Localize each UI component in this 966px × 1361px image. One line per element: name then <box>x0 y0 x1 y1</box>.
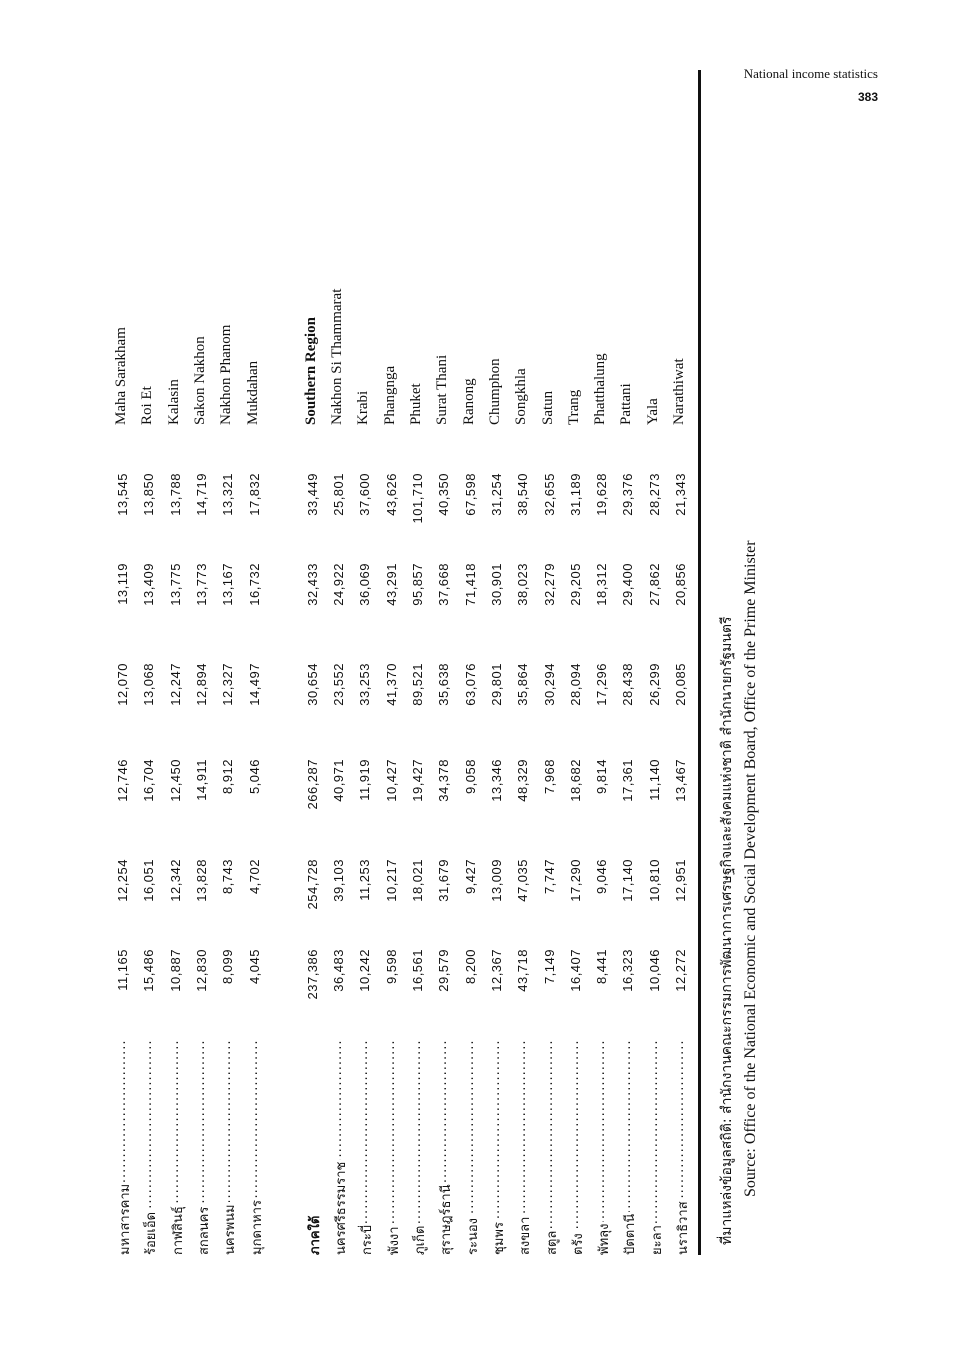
value-cell: 13,009 <box>488 859 504 902</box>
value-cell: 12,894 <box>193 663 209 706</box>
value-cell: 13,773 <box>193 563 209 606</box>
value-cell: 29,376 <box>620 473 636 516</box>
value-cell: 18,682 <box>567 759 583 802</box>
value-cell: 10,046 <box>646 949 662 992</box>
value-cell: 5,046 <box>246 759 262 795</box>
value-cell: 38,540 <box>515 473 531 516</box>
value-cell: 12,830 <box>193 949 209 992</box>
province-english: Sakon Nakhon <box>191 336 208 425</box>
province-english: Southern Region <box>302 317 319 425</box>
value-cell: 35,864 <box>515 663 531 706</box>
table-row <box>138 70 162 1255</box>
province-thai-label: นราธิวาส <box>676 1201 691 1255</box>
province-english: Satun <box>539 390 556 425</box>
province-english: Kalasin <box>165 379 182 425</box>
table-row <box>644 70 668 1255</box>
value-cell: 30,901 <box>488 563 504 606</box>
value-cell: 29,400 <box>620 563 636 606</box>
province-english: Ranong <box>460 378 477 425</box>
value-cell: 29,801 <box>488 663 504 706</box>
value-cell: 7,149 <box>541 949 557 985</box>
table-row <box>591 70 615 1255</box>
value-cell: 12,254 <box>115 859 130 902</box>
province-thai-label: สตูล <box>544 1230 560 1255</box>
province-thai <box>140 1040 161 1255</box>
value-cell: 28,094 <box>567 663 583 706</box>
region-row <box>302 70 326 1255</box>
value-cell: 16,407 <box>567 949 583 992</box>
province-thai <box>246 1040 267 1255</box>
table-row <box>565 70 589 1255</box>
value-cell: 14,719 <box>193 473 209 516</box>
value-cell: 33,449 <box>304 473 320 516</box>
value-cell: 71,418 <box>462 563 478 606</box>
table-row <box>670 70 694 1255</box>
province-thai-label: กระบี่ <box>360 1224 376 1255</box>
value-cell: 43,718 <box>515 949 531 992</box>
value-cell: 16,051 <box>141 859 157 902</box>
province-thai-label: สกลนคร <box>196 1206 212 1255</box>
province-thai-label: มุกดาหาร <box>249 1199 265 1255</box>
value-cell: 30,654 <box>304 663 320 706</box>
value-cell: 9,598 <box>383 949 399 985</box>
value-cell: 47,035 <box>515 859 531 902</box>
value-cell: 14,497 <box>246 663 262 706</box>
province-english: Yala <box>644 398 661 425</box>
value-cell: 12,272 <box>673 949 688 992</box>
value-cell: 13,828 <box>193 859 209 902</box>
province-thai-label: มหาสารคาม <box>118 1183 133 1255</box>
province-thai <box>219 1040 240 1255</box>
value-cell: 31,189 <box>567 473 583 516</box>
value-cell: 9,046 <box>594 859 610 895</box>
table-row <box>617 70 641 1255</box>
province-thai-label: นครศรีธรรมราช <box>334 1161 350 1255</box>
value-cell: 17,361 <box>620 759 636 802</box>
value-cell: 14,911 <box>193 759 209 801</box>
province-thai <box>646 1040 667 1255</box>
value-cell: 29,205 <box>567 563 583 606</box>
province-thai-label: ภูเก็ต <box>413 1225 428 1255</box>
value-cell: 17,140 <box>620 859 636 902</box>
value-cell: 10,217 <box>383 859 399 902</box>
value-cell: 11,253 <box>357 859 373 901</box>
value-cell: 237,386 <box>304 949 320 1000</box>
table-row <box>512 70 536 1255</box>
value-cell: 28,273 <box>646 473 662 516</box>
province-thai <box>409 1040 430 1255</box>
province-english: Mukdahan <box>244 360 261 425</box>
value-cell: 7,747 <box>541 859 557 895</box>
value-cell: 10,427 <box>383 759 399 802</box>
province-english: Nakhon Phanom <box>218 324 235 425</box>
value-cell: 95,857 <box>410 563 425 606</box>
rotated-income-table <box>90 70 759 1255</box>
province-thai-label: ยะลา <box>649 1225 665 1255</box>
table-row <box>433 70 457 1255</box>
value-cell: 13,850 <box>141 473 157 516</box>
value-cell: 12,951 <box>673 859 688 902</box>
province-thai-label: ตรัง <box>570 1233 586 1255</box>
province-thai <box>167 1040 188 1255</box>
province-thai-label: นครพนม <box>223 1204 239 1255</box>
value-cell: 8,099 <box>220 949 236 985</box>
source-note-english: Source: Office of the National Economic and Social Development Board, Office of the Prime Minister <box>742 540 759 1197</box>
province-english: Phatthalung <box>592 353 609 425</box>
value-cell: 32,279 <box>541 563 557 606</box>
value-cell: 34,378 <box>436 759 452 802</box>
value-cell: 8,743 <box>220 859 236 895</box>
value-cell: 23,552 <box>331 663 347 706</box>
province-english: Phuket <box>408 383 424 425</box>
value-cell: 8,912 <box>220 759 236 795</box>
source-note-thai: ที่มาแหล่งข้อมูลสถิติ: สำนักงานคณะกรรมการพัฒนาการเศรษฐกิจและสังคมแห่งชาติ สำนักนายกรัฐมนตรี <box>719 616 735 1245</box>
value-cell: 11,140 <box>646 759 662 801</box>
province-thai <box>514 1040 535 1255</box>
province-thai-label: ปัตตานี <box>623 1213 639 1255</box>
value-cell: 13,775 <box>167 563 183 606</box>
value-cell: 13,409 <box>141 563 157 606</box>
value-cell: 12,342 <box>167 859 183 902</box>
value-cell: 19,628 <box>594 473 610 516</box>
value-cell: 12,746 <box>115 759 130 802</box>
value-cell: 41,370 <box>383 663 399 706</box>
province-thai <box>356 1040 377 1255</box>
value-cell: 16,704 <box>141 759 157 802</box>
value-cell: 9,814 <box>594 759 610 795</box>
table-row <box>191 70 215 1255</box>
value-cell: 11,165 <box>115 949 130 991</box>
value-cell: 36,483 <box>331 949 347 992</box>
province-english: Chumphon <box>486 358 503 425</box>
table-row <box>328 70 352 1255</box>
province-english: Trang <box>565 389 582 425</box>
province-thai <box>672 1040 693 1255</box>
value-cell: 28,438 <box>620 663 636 706</box>
province-thai-label: ภาคใต้ <box>307 1215 323 1255</box>
value-cell: 16,323 <box>620 949 636 992</box>
value-cell: 19,427 <box>410 759 425 802</box>
province-english: Roi Et <box>139 386 156 425</box>
table-row <box>112 70 136 1255</box>
value-cell: 29,579 <box>436 949 452 992</box>
province-thai <box>567 1040 588 1255</box>
table-row <box>381 70 405 1255</box>
value-cell: 266,287 <box>304 759 320 810</box>
value-cell: 9,058 <box>462 759 478 795</box>
value-cell: 33,253 <box>357 663 373 706</box>
province-thai <box>541 1040 562 1255</box>
value-cell: 12,327 <box>220 663 236 706</box>
value-cell: 39,103 <box>331 859 347 902</box>
province-english: Songkhla <box>513 368 530 425</box>
value-cell: 32,433 <box>304 563 320 606</box>
value-cell: 20,085 <box>673 663 688 706</box>
value-cell: 35,638 <box>436 663 452 706</box>
value-cell: 27,862 <box>646 563 662 606</box>
value-cell: 16,561 <box>410 949 425 992</box>
province-thai-label: ชุมพร <box>491 1222 507 1255</box>
value-cell: 26,299 <box>646 663 662 706</box>
province-thai <box>488 1040 509 1255</box>
province-thai <box>462 1040 483 1255</box>
value-cell: 13,119 <box>115 563 130 605</box>
value-cell: 10,242 <box>357 949 373 992</box>
value-cell: 67,598 <box>462 473 478 516</box>
value-cell: 4,045 <box>246 949 262 985</box>
province-thai-label: กาฬสินธุ์ <box>170 1206 186 1255</box>
value-cell: 11,919 <box>357 759 373 801</box>
province-thai <box>383 1040 404 1255</box>
value-cell: 17,832 <box>246 473 262 516</box>
province-thai-label: สงขลา <box>518 1216 534 1255</box>
value-cell: 12,450 <box>167 759 183 802</box>
value-cell: 7,968 <box>541 759 557 795</box>
province-thai-label: พัทลุง <box>597 1223 613 1255</box>
value-cell: 18,312 <box>594 563 610 606</box>
value-cell: 10,887 <box>167 949 183 992</box>
value-cell: 43,291 <box>383 563 399 606</box>
table-row <box>165 70 189 1255</box>
running-header-title: National income statistics <box>743 66 878 81</box>
value-cell: 30,294 <box>541 663 557 706</box>
value-cell: 63,076 <box>462 663 478 706</box>
value-cell: 21,343 <box>673 473 688 516</box>
value-cell: 89,521 <box>410 663 425 706</box>
province-english: Surat Thani <box>434 354 451 425</box>
value-cell: 18,021 <box>410 859 425 902</box>
province-thai <box>593 1040 614 1255</box>
table-row <box>244 70 268 1255</box>
value-cell: 13,467 <box>673 759 688 802</box>
value-cell: 36,069 <box>357 563 373 606</box>
value-cell: 13,068 <box>141 663 157 706</box>
table-bottom-rule <box>698 70 701 1255</box>
province-thai-label: สุราษฎร์ธานี <box>439 1184 455 1255</box>
table-row <box>407 70 431 1255</box>
value-cell: 32,655 <box>541 473 557 516</box>
value-cell: 43,626 <box>383 473 399 516</box>
value-cell: 31,254 <box>488 473 504 516</box>
table-row <box>486 70 510 1255</box>
province-thai <box>193 1040 214 1255</box>
value-cell: 9,427 <box>462 859 478 895</box>
value-cell: 13,321 <box>220 473 236 516</box>
province-english: Krabi <box>355 390 372 425</box>
province-thai <box>304 1040 325 1255</box>
value-cell: 37,600 <box>357 473 373 516</box>
value-cell: 20,856 <box>673 563 688 606</box>
value-cell: 24,922 <box>331 563 347 606</box>
value-cell: 48,329 <box>515 759 531 802</box>
table-row <box>354 70 378 1255</box>
value-cell: 10,810 <box>646 859 662 902</box>
value-cell: 17,296 <box>594 663 610 706</box>
value-cell: 101,710 <box>410 473 425 524</box>
value-cell: 8,441 <box>594 949 610 985</box>
value-cell: 15,486 <box>141 949 157 992</box>
value-cell: 16,732 <box>246 563 262 606</box>
value-cell: 13,167 <box>220 563 236 606</box>
value-cell: 13,346 <box>488 759 504 802</box>
value-cell: 31,679 <box>436 859 452 902</box>
province-thai-label: ระนอง <box>465 1217 481 1255</box>
value-cell: 40,350 <box>436 473 452 516</box>
province-english: Narathiwat <box>671 358 687 425</box>
value-cell: 17,290 <box>567 859 583 902</box>
province-thai <box>114 1040 135 1255</box>
value-cell: 8,200 <box>462 949 478 985</box>
page-number: 383 <box>857 90 878 104</box>
province-thai <box>435 1040 456 1255</box>
province-english: Pattani <box>618 383 635 425</box>
value-cell: 254,728 <box>304 859 320 910</box>
table-row <box>539 70 563 1255</box>
province-thai <box>619 1040 640 1255</box>
value-cell: 12,247 <box>167 663 183 706</box>
province-thai-label: พังงา <box>386 1226 402 1255</box>
table-row <box>217 70 241 1255</box>
province-thai <box>330 1040 351 1255</box>
value-cell: 13,788 <box>167 473 183 516</box>
value-cell: 38,023 <box>515 563 531 606</box>
value-cell: 13,545 <box>115 473 130 516</box>
province-english: Phangnga <box>381 365 398 425</box>
province-english: Nakhon Si Thammarat <box>329 288 346 425</box>
value-cell: 4,702 <box>246 859 262 895</box>
table-row <box>460 70 484 1255</box>
value-cell: 12,070 <box>115 663 130 706</box>
value-cell: 12,367 <box>488 949 504 992</box>
value-cell: 40,971 <box>331 759 347 802</box>
value-cell: 37,668 <box>436 563 452 606</box>
province-english: Maha Sarakham <box>113 327 129 425</box>
province-thai-label: ร้อยเอ็ด <box>144 1211 160 1255</box>
value-cell: 25,801 <box>331 473 347 516</box>
